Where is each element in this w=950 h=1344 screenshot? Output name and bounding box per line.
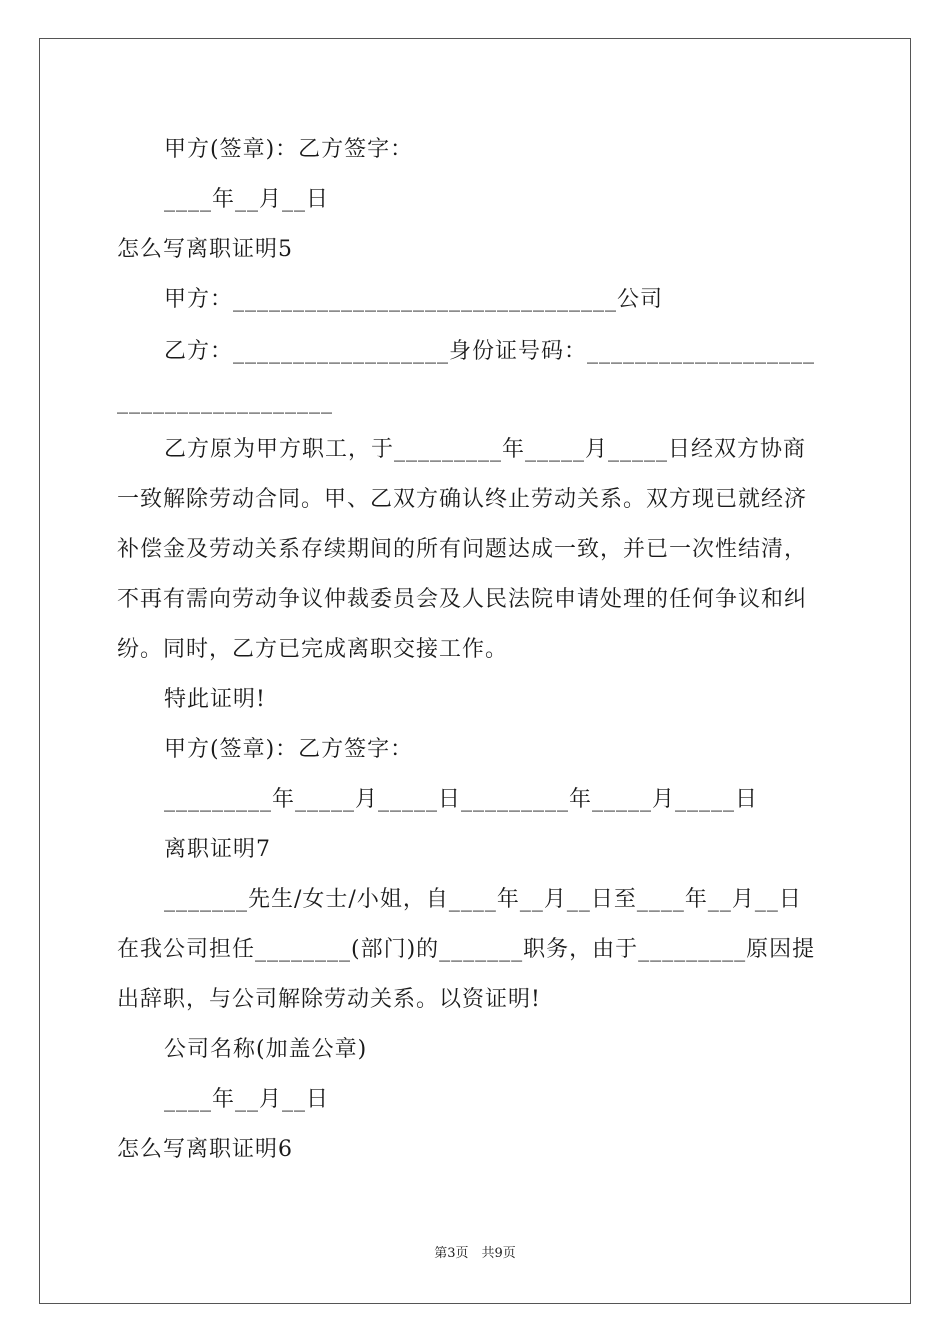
- paragraph-line: _______先生/女士/小姐，自____年__月__日至____年__月__日: [164, 887, 802, 912]
- company-seal-line: 公司名称(加盖公章): [164, 1037, 368, 1062]
- section-heading: 离职证明7: [164, 837, 271, 862]
- paragraph-line: 补偿金及劳动关系存续期间的所有问题达成一致，并已一次性结清，: [117, 537, 808, 562]
- certification-line: 特此证明!: [164, 687, 266, 712]
- date-line: ____年__月__日: [164, 187, 330, 212]
- date-line: _________年_____月_____日_________年_____月_____日: [164, 787, 759, 812]
- party-b-line: 乙方：__________________身份证号码：___________________: [164, 339, 816, 364]
- page-number-footer: 第3页 共9页: [434, 1246, 516, 1261]
- paragraph-line: 一致解除劳动合同。甲、乙双方确认终止劳动关系。双方现已就经济: [117, 487, 808, 512]
- party-a-sign-line: 甲方(签章)：乙方签字：: [164, 137, 414, 162]
- page-border: [39, 38, 911, 1304]
- id-continuation-line: __________________: [117, 389, 333, 414]
- section-heading: 怎么写离职证明5: [117, 237, 293, 262]
- paragraph-line: 在我公司担任________(部门)的_______职务，由于_________原因提: [117, 937, 816, 962]
- paragraph-line: 纷。同时，乙方已完成离职交接工作。: [117, 637, 509, 662]
- section-heading: 怎么写离职证明6: [117, 1137, 293, 1162]
- date-line: ____年__月__日: [164, 1087, 330, 1112]
- paragraph-line: 不再有需向劳动争议仲裁委员会及人民法院申请处理的任何争议和纠: [117, 587, 808, 612]
- paragraph-line: 乙方原为甲方职工，于_________年_____月_____日经双方协商: [164, 437, 807, 462]
- party-a-sign-line: 甲方(签章)：乙方签字：: [164, 737, 414, 762]
- party-a-line: 甲方：________________________________公司: [164, 287, 664, 312]
- paragraph-line: 出辞职，与公司解除劳动关系。以资证明!: [117, 987, 541, 1012]
